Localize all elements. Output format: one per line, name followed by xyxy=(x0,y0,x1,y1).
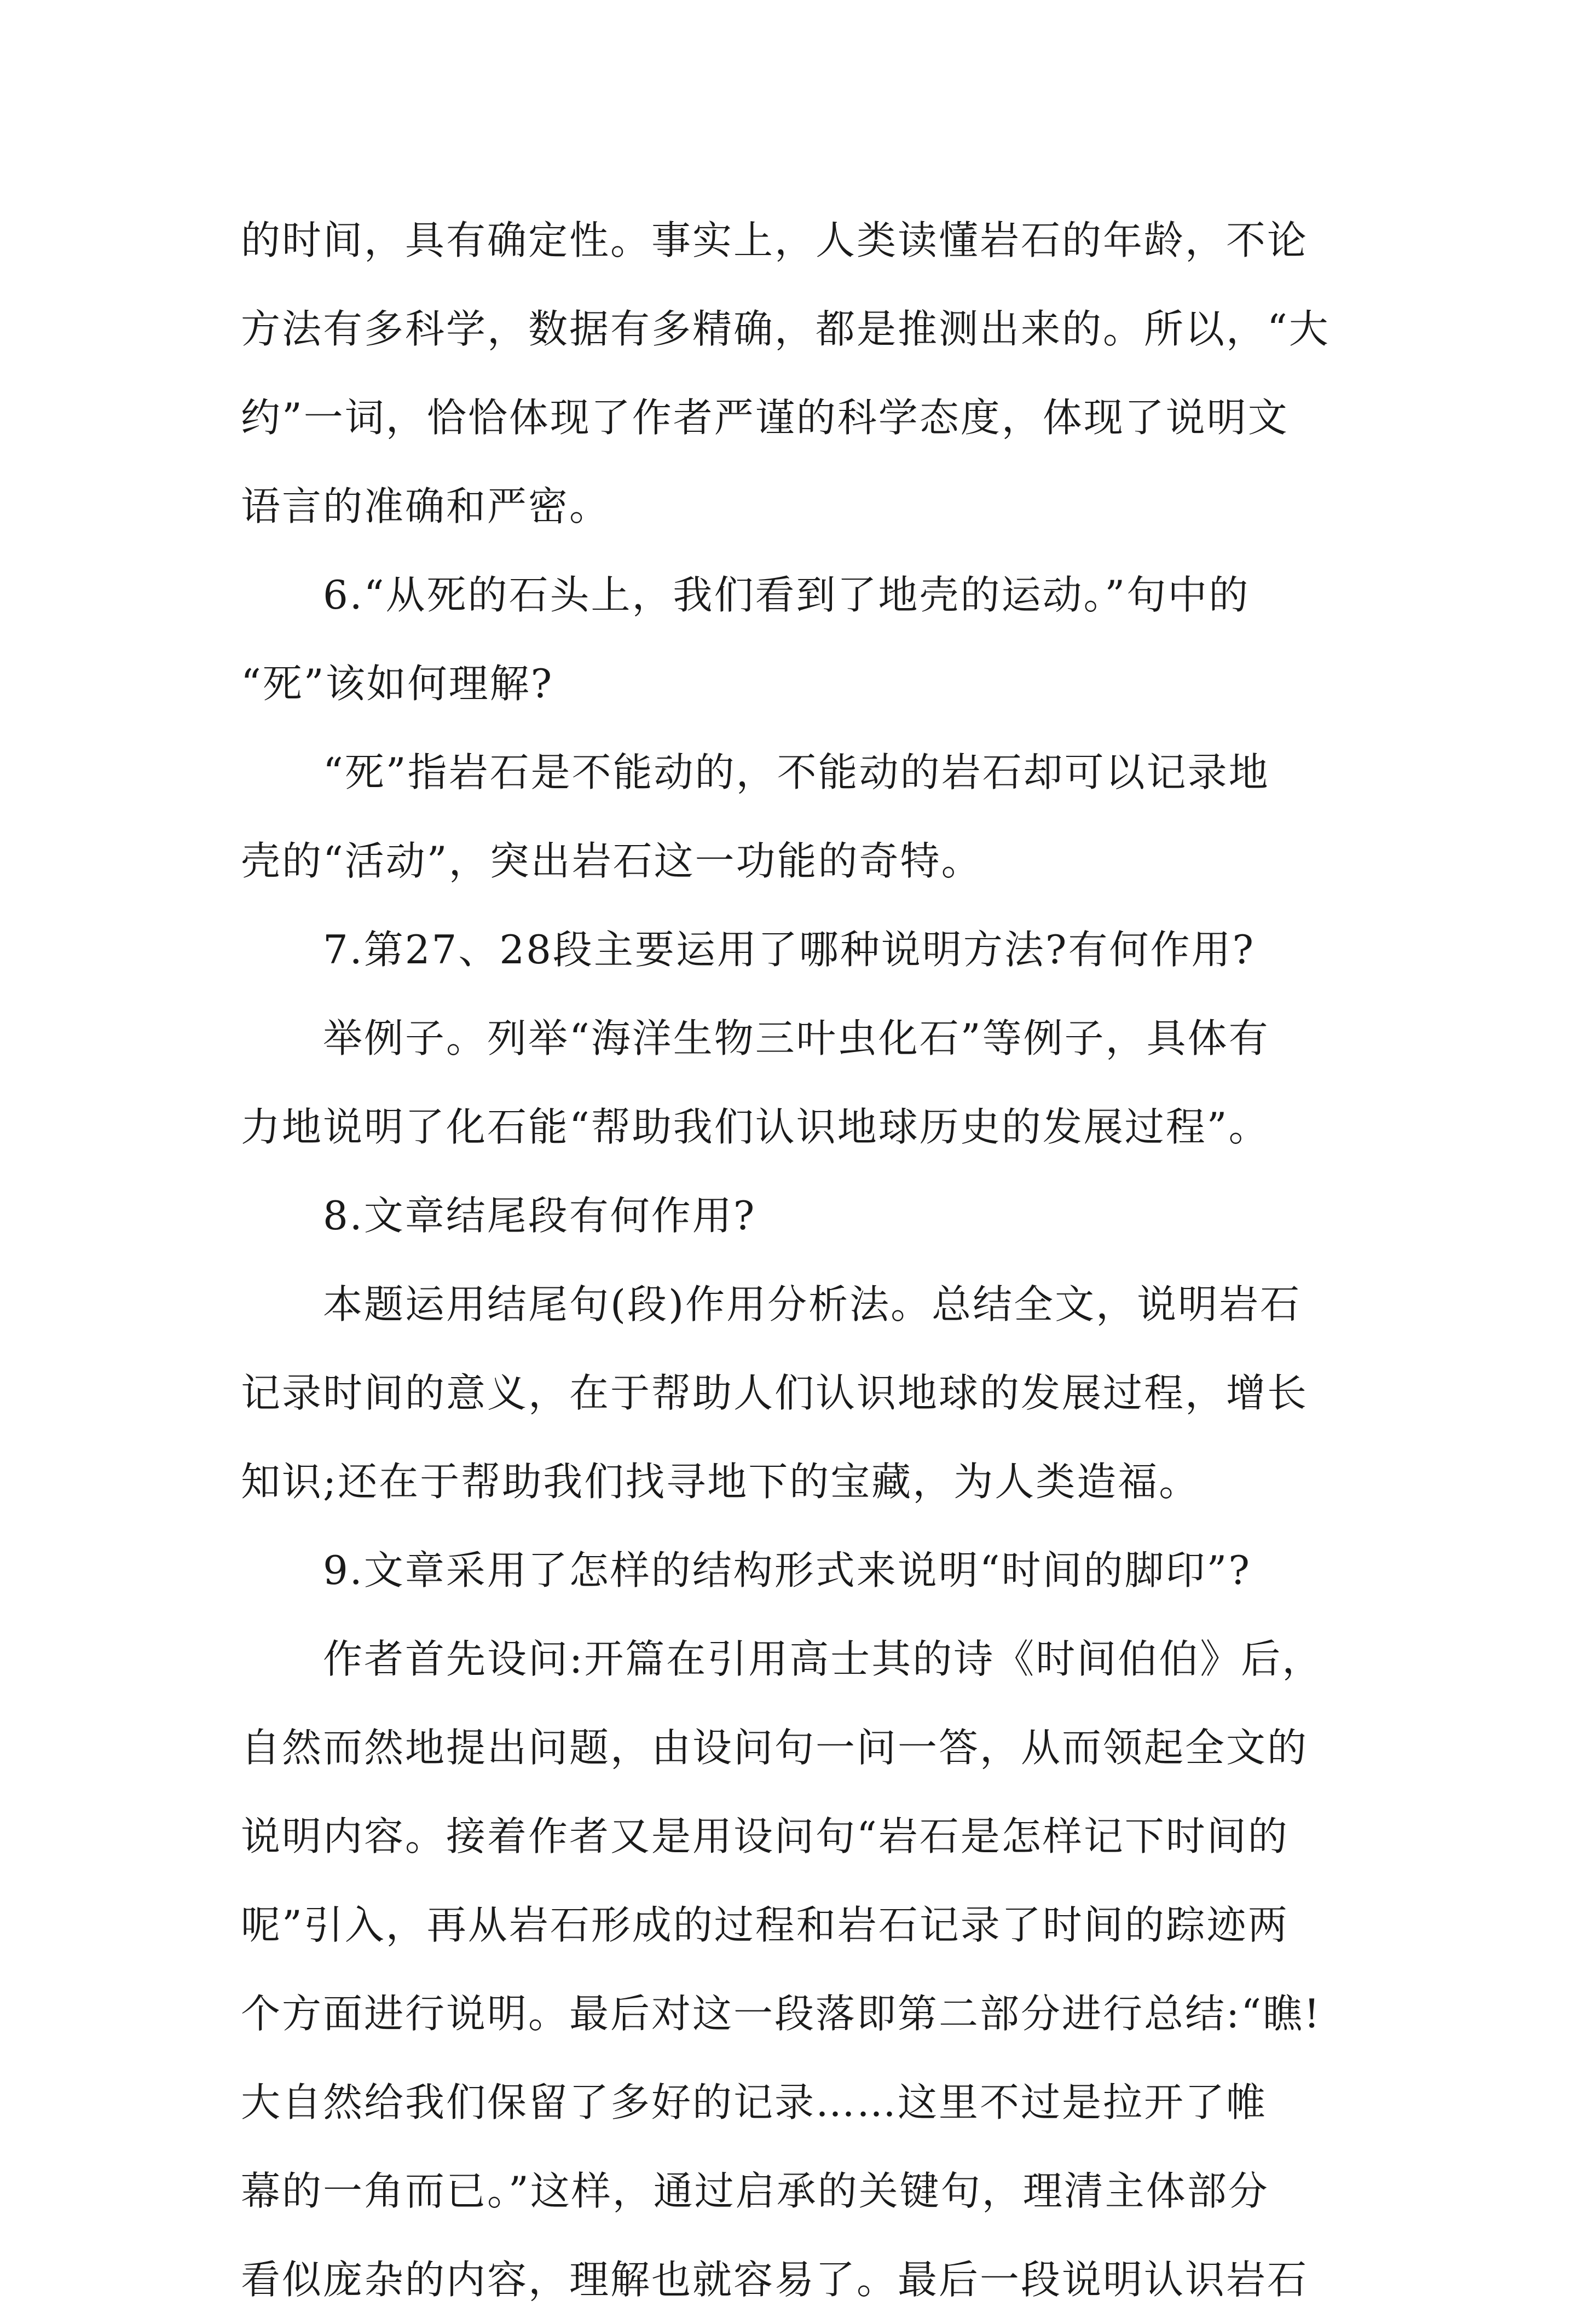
text-line: 看似庞杂的内容，理解也就容易了。最后一段说明认识岩石 xyxy=(241,2257,1309,2303)
text-line: 方法有多科学，数据有多精确，都是推测出来的。所以，“大 xyxy=(241,306,1330,352)
document-body xyxy=(241,196,1353,2324)
text-line: 自然而然地提出问题，由设问句一问一答，从而领起全文的 xyxy=(241,1725,1309,1771)
text-line: 语言的准确和严密。 xyxy=(241,483,611,529)
question-9: 9.文章采用了怎样的结构形式来说明“时间的脚印”? xyxy=(323,1547,1251,1593)
question-6: 6.“从死的石头上，我们看到了地壳的运动。”句中的 xyxy=(323,572,1250,618)
answer-8: 本题运用结尾句(段)作用分析法。总结全文，说明岩石 xyxy=(323,1281,1302,1327)
text-line: 呢”引入，再从岩石形成的过程和岩石记录了时间的踪迹两 xyxy=(241,1902,1289,1948)
answer-7: 举例子。列举“海洋生物三叶虫化石”等例子，具体有 xyxy=(323,1015,1270,1061)
text-line: “死”该如何理解? xyxy=(241,661,554,707)
text-line: 力地说明了化石能“帮助我们认识地球历史的发展过程”。 xyxy=(241,1104,1270,1150)
answer-6: “死”指岩石是不能动的，不能动的岩石却可以记录地 xyxy=(323,749,1270,795)
text-line: 说明内容。接着作者又是用设问句“岩石是怎样记下时间的 xyxy=(241,1813,1289,1859)
question-7: 7.第27、28段主要运用了哪种说明方法?有何作用? xyxy=(323,927,1256,973)
answer-9: 作者首先设问:开篇在引用高士其的诗《时间伯伯》后， xyxy=(323,1636,1323,1682)
text-line: 大自然给我们保留了多好的记录……这里不过是拉开了帷 xyxy=(241,2079,1268,2125)
text-line: 幕的一角而已。”这样，通过启承的关键句，理清主体部分 xyxy=(241,2168,1269,2214)
text-line: 知识;还在于帮助我们找寻地下的宝藏，为人类造福。 xyxy=(241,1459,1200,1505)
text-line: 记录时间的意义，在于帮助人们认识地球的发展过程，增长 xyxy=(241,1370,1309,1416)
text-line: 个方面进行说明。最后对这一段落即第二部分进行总结:“瞧! xyxy=(241,1991,1322,2037)
text-line: 壳的“活动”，突出岩石这一功能的奇特。 xyxy=(241,838,982,884)
text-line: 约”一词，恰恰体现了作者严谨的科学态度，体现了说明文 xyxy=(241,395,1289,441)
text-line: 的时间，具有确定性。事实上，人类读懂岩石的年龄，不论 xyxy=(241,217,1309,263)
question-8: 8.文章结尾段有何作用? xyxy=(323,1193,756,1239)
